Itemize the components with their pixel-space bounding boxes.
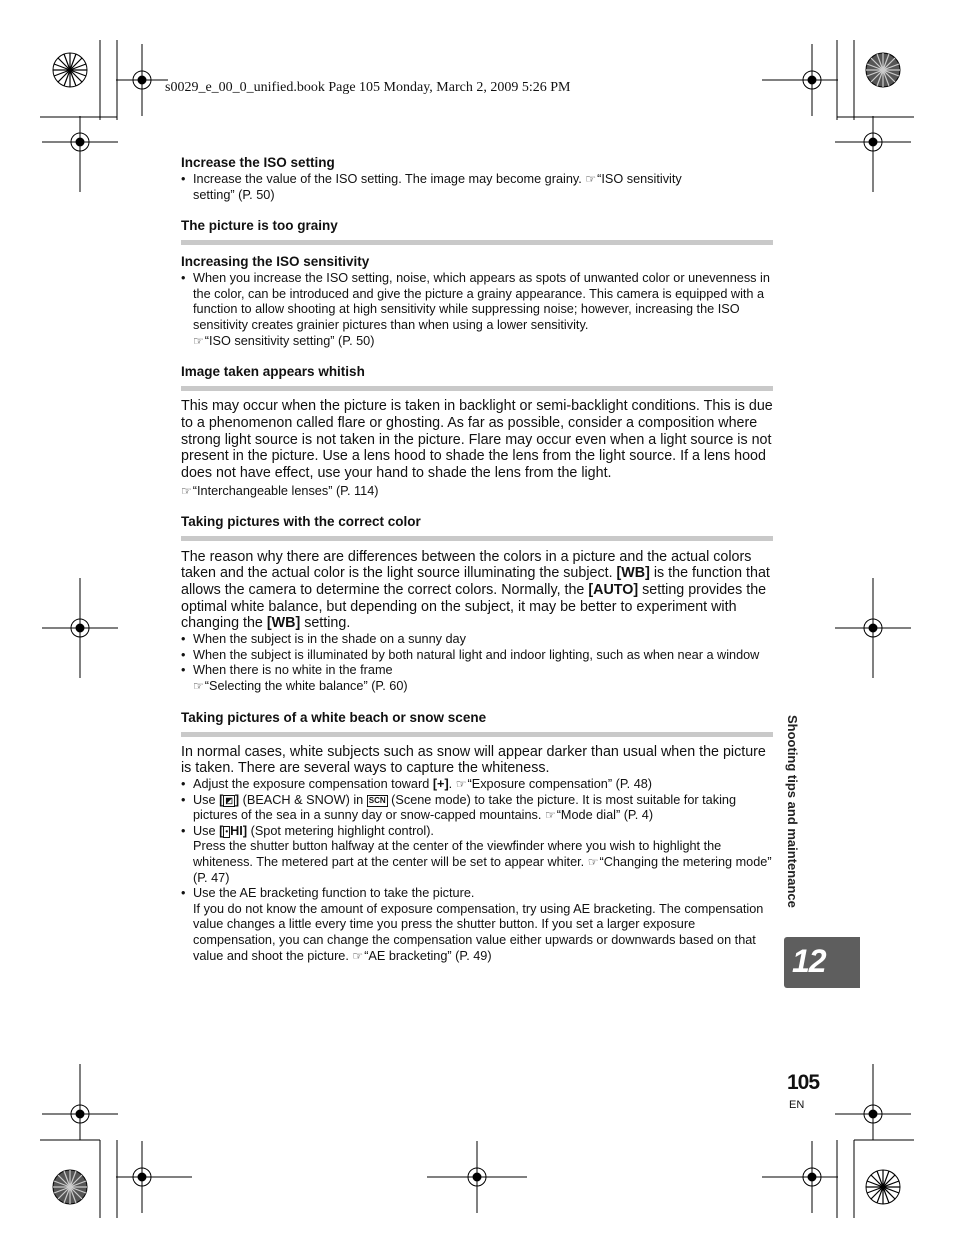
list-item: • Increase the value of the ISO setting. The image may become grainy. ☞“ISO sensitivity setting” (P. 50) — [181, 172, 773, 203]
page-number: 105 — [787, 1071, 820, 1094]
main-content — [181, 154, 773, 964]
bullet-list — [181, 271, 773, 349]
reference-icon: ☞ — [193, 333, 204, 348]
subtitle-increasing-iso: Increasing the ISO sensitivity — [181, 254, 370, 270]
list-item: • Use the AE bracketing function to take the picture. If you do not know the amount of exposure compensation, try using AE bracketing. The compensation value changes a little every time you press the shutter button. If you set a larger exposure compensation, you can change the compensation value either upwards or downwards based on that value and shoot the picture. ☞“AE bracketing” (P. 49) — [181, 886, 773, 964]
list-item: • When you increase the ISO setting, noise, which appears as spots of unwanted color or unevenness in the color, can be introduced and give the picture a grainy appearance. This camera is equipped with a function to allow shooting at high sensitivity while suppressing noise; however, increasing the ISO sensitivity creates grainier pictures than when using a lower sensitivity. ☞“ISO sensitivity setting” (P. 50) — [181, 271, 773, 349]
chapter-tab — [784, 937, 860, 988]
list-item: • When there is no white in the frame ☞“Selecting the white balance” (P. 60) — [181, 663, 773, 694]
reference-icon: ☞ — [352, 948, 364, 963]
chapter-side-label: Shooting tips and maintenance — [785, 715, 800, 908]
reference-icon: ☞ — [455, 776, 467, 791]
bullet-list — [181, 632, 773, 694]
scene-mode-icon: SCN — [368, 795, 386, 805]
list-item: • When the subject is illuminated by both natural light and indoor lighting, such as when near a window — [181, 648, 773, 664]
paragraph: In normal cases, white subjects such as snow will appear darker than usual when the picture is taken. There are several ways to capture the whiteness. — [181, 743, 766, 777]
list-item: • When the subject is in the shade on a sunny day — [181, 632, 773, 648]
section-title-correct-color: Taking pictures with the correct color — [181, 513, 773, 541]
print-header: s0029_e_00_0_unified.book Page 105 Monday, March 2, 2009 5:26 PM — [165, 80, 571, 95]
beach-snow-icon: ◩ — [225, 795, 233, 805]
paragraph: This may occur when the picture is taken in backlight or semi-backlight conditions. This is due to a phenomenon called flare or ghosting. As far as possible, consider a composition where strong light source is not taken in the picture. Flare may occur even when a light source is not present in the picture. Use a lens hood to shade the lens from the light source. If a lens hood does not have effect, use your hand to shade the lens from the light. — [181, 398, 773, 481]
reference-icon: ☞ — [585, 172, 597, 186]
reference-icon: ☞ — [181, 483, 192, 498]
spot-metering-icon: • — [225, 826, 229, 836]
list-item: • Use [ • HI] (Spot metering highlight control). Press the shutter button halfway at the center of the viewfinder where you wish to highlight the whiteness. The metered part at the center will be set to appear whiter. ☞“Changing the metering mode” (P. 47) — [181, 824, 773, 886]
section-title-grainy: The picture is too grainy — [181, 217, 773, 245]
language-code: EN — [789, 1099, 805, 1111]
reference-icon: ☞ — [193, 678, 204, 693]
reference-icon: ☞ — [587, 854, 599, 869]
list-item: • Use [ ◩ ] (BEACH & SNOW) in SCN (Scene mode) to take the picture. It is most suitable for taking pictures of the sea in a sunny day or snow-capped mountains. ☞“Mode dial” (P. 4) — [181, 793, 773, 824]
reference-icon: ☞ — [544, 808, 556, 823]
chapter-number: 12 — [792, 943, 826, 979]
subtitle-increase-iso: Increase the ISO setting — [181, 155, 335, 170]
section-title-whitish: Image taken appears whitish — [181, 363, 773, 391]
bullet-list — [181, 172, 773, 203]
list-item: • Adjust the exposure compensation toward [+]. ☞“Exposure compensation” (P. 48) — [181, 777, 773, 793]
paragraph: The reason why there are differences between the colors in a picture and the actual colors taken and the actual color is the light source illuminating the subject. [WB] is the function that allows the camera to determine the correct colors. Normally, the [AUTO] setting provides the optimal white balance, but depending on the subject, it may be better to experiment with changing the [WB] setting. — [181, 548, 770, 632]
bullet-list — [181, 777, 773, 964]
section-title-beach-snow: Taking pictures of a white beach or snow scene — [181, 709, 773, 737]
reference: ☞“Interchangeable lenses” (P. 114) — [181, 483, 379, 498]
